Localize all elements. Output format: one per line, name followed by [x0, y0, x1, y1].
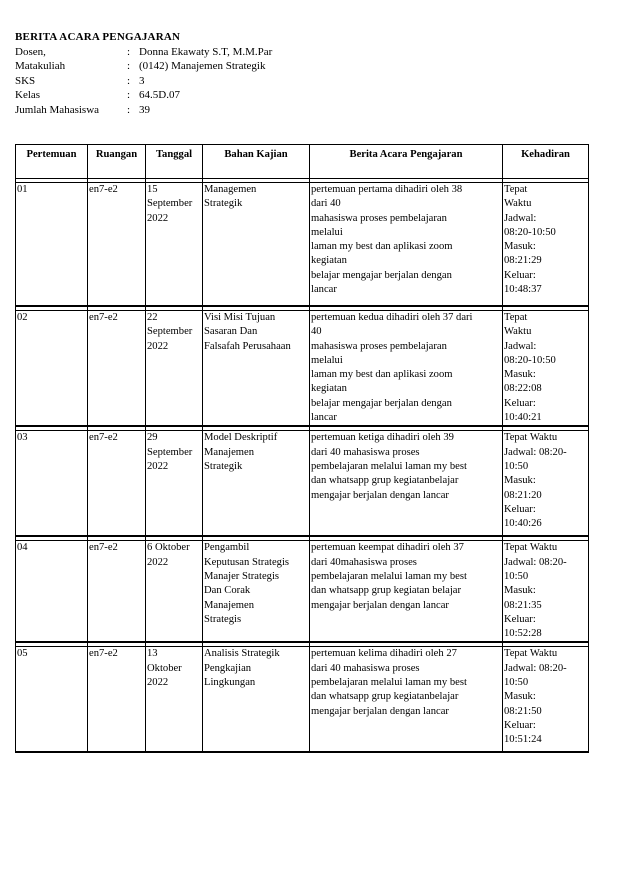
info-sep: : — [127, 89, 131, 101]
cell-berita-acara-line: mengajar berjalan dengan lancar — [311, 705, 449, 717]
info-label: Jumlah Mahasiswa — [15, 103, 100, 116]
cell-kehadiran-line: 10:50 — [504, 570, 529, 582]
table-row — [16, 183, 589, 307]
info-value: Donna Ekawaty S.T, M.M.Par — [139, 45, 273, 58]
table-row — [16, 311, 589, 427]
cell-berita-acara-line: mengajar berjalan dengan lancar — [311, 599, 449, 611]
info-row-matakuliah — [15, 59, 272, 74]
cell-bahan-kajian — [203, 311, 310, 427]
info-sep: : — [127, 74, 131, 87]
table-row — [16, 431, 589, 537]
cell-kehadiran-line: 10:48:37 — [504, 284, 542, 296]
cell-berita-acara-line: dan whatsapp grup kegiatanbelajar — [311, 475, 459, 487]
cell-pertemuan: 03 — [16, 431, 88, 537]
cell-pertemuan: 02 — [16, 311, 88, 427]
cell-berita-acara-line: mengajar berjalan dengan lancar — [311, 489, 449, 501]
info-label: Matakuliah — [15, 60, 66, 72]
cell-bahan-kajian-line: Visi Misi Tujuan — [204, 312, 276, 323]
cell-kehadiran-line: 08:20-10:50 — [504, 226, 556, 238]
info-row-kelas — [15, 88, 272, 103]
cell-tanggal-line: 15 — [147, 184, 158, 195]
cell-ruangan: en7-e2 — [88, 183, 146, 307]
info-block — [15, 45, 272, 118]
cell-tanggal — [146, 541, 203, 643]
cell-tanggal-line: September — [147, 326, 193, 338]
info-label: Dosen, — [15, 45, 46, 58]
cell-bahan-kajian-line: Keputusan Strategis — [204, 556, 290, 568]
cell-berita-acara-line: dan whatsapp grup kegiatan belajar — [311, 585, 462, 597]
cell-kehadiran — [503, 311, 589, 427]
cell-bahan-kajian — [203, 541, 310, 643]
info-label: SKS — [15, 74, 36, 87]
info-value: 3 — [139, 74, 145, 87]
cell-kehadiran-line: Keluar: — [504, 503, 536, 515]
cell-kehadiran-line: Tepat Waktu — [504, 648, 558, 660]
cell-tanggal-line: September — [147, 198, 193, 210]
cell-tanggal-line: 2022 — [147, 212, 169, 224]
cell-kehadiran-line: 10:52:28 — [504, 628, 542, 640]
cell-tanggal — [146, 431, 203, 537]
cell-bahan-kajian-line: Dan Corak — [204, 585, 251, 597]
header-pertemuan: Pertemuan — [16, 145, 88, 179]
cell-kehadiran-line: 10:50 — [504, 677, 529, 689]
info-sep: : — [127, 45, 131, 58]
header-tanggal: Tanggal — [146, 145, 203, 179]
cell-tanggal-line: 22 — [147, 312, 158, 323]
cell-berita-acara-line: dari 40 mahasiswa proses — [311, 662, 420, 674]
cell-berita-acara-line: belajar mengajar berjalan dengan — [311, 397, 452, 409]
cell-berita-acara-line: lancar — [311, 284, 337, 296]
cell-berita-acara-line: belajar mengajar berjalan dengan — [311, 269, 452, 281]
cell-tanggal — [146, 183, 203, 307]
cell-bahan-kajian-line: Falsafah Perusahaan — [204, 340, 291, 352]
cell-kehadiran-line: Jadwal: 08:20- — [504, 662, 567, 674]
cell-kehadiran-line: 10:50 — [504, 460, 529, 472]
info-row-jumlah-mahasiswa — [15, 103, 272, 118]
cell-berita-acara-line: pembelajaran melalui laman my best — [311, 460, 467, 472]
cell-berita-acara-line: dari 40 mahasiswa proses — [311, 446, 420, 458]
cell-berita-acara-line: mahasiswa proses pembelajaran — [311, 340, 447, 352]
cell-berita-acara-line: kegiatan — [311, 383, 347, 395]
info-label: Kelas — [15, 89, 41, 101]
cell-kehadiran-line: 08:21:29 — [504, 255, 542, 267]
cell-kehadiran-line: Jadwal: 08:20- — [504, 556, 567, 568]
cell-berita-acara-line: laman my best dan aplikasi zoom — [311, 241, 453, 253]
cell-kehadiran-line: 08:21:50 — [504, 705, 542, 717]
cell-kehadiran-line: Masuk: — [504, 691, 536, 703]
info-row-dosen — [15, 45, 272, 60]
cell-bahan-kajian-line: Manajemen — [204, 446, 255, 458]
cell-berita-acara-line: pembelajaran melalui laman my best — [311, 677, 467, 689]
cell-berita-acara-line: pertemuan kelima dihadiri oleh 27 — [311, 648, 457, 660]
header-bahan-kajian: Bahan Kajian — [203, 145, 310, 179]
cell-kehadiran-line: Keluar: — [504, 269, 536, 281]
info-sep: : — [127, 103, 131, 116]
table-body — [16, 179, 589, 753]
cell-kehadiran-line: Keluar: — [504, 613, 536, 625]
cell-kehadiran-line: 08:21:20 — [504, 489, 542, 501]
cell-pertemuan: 04 — [16, 541, 88, 643]
cell-bahan-kajian-line: Managemen — [204, 184, 257, 195]
cell-berita-acara-line: melalui — [311, 226, 343, 238]
cell-berita-acara-line: melalui — [311, 354, 343, 366]
cell-ruangan: en7-e2 — [88, 647, 146, 753]
cell-tanggal-line: 2022 — [147, 556, 169, 568]
info-value: (0142) Manajemen Strategik — [139, 60, 266, 72]
cell-kehadiran-line: 08:21:35 — [504, 599, 542, 611]
table-header-row — [16, 145, 589, 179]
cell-kehadiran-line: Masuk: — [504, 369, 536, 381]
cell-bahan-kajian-line: Analisis Strategik — [204, 648, 280, 660]
header-ruangan: Ruangan — [88, 145, 146, 179]
cell-pertemuan: 01 — [16, 183, 88, 307]
cell-kehadiran-line: Jadwal: 08:20- — [504, 446, 567, 458]
cell-kehadiran-line: 10:40:21 — [504, 412, 542, 424]
cell-berita-acara — [310, 647, 503, 753]
cell-bahan-kajian — [203, 647, 310, 753]
cell-kehadiran-line: Tepat — [504, 184, 528, 195]
cell-kehadiran-line: Masuk: — [504, 241, 536, 253]
cell-berita-acara — [310, 311, 503, 427]
cell-berita-acara-line: pertemuan keempat dihadiri oleh 37 — [311, 542, 464, 554]
cell-berita-acara-line: dan whatsapp grup kegiatanbelajar — [311, 691, 459, 703]
cell-kehadiran — [503, 183, 589, 307]
cell-berita-acara-line: 40 — [311, 326, 322, 338]
header-berita-acara: Berita Acara Pengajaran — [310, 145, 503, 179]
cell-ruangan: en7-e2 — [88, 431, 146, 537]
cell-tanggal-line: 2022 — [147, 677, 169, 689]
cell-berita-acara-line: pertemuan ketiga dihadiri oleh 39 — [311, 432, 454, 444]
cell-bahan-kajian-line: Strategik — [204, 198, 243, 210]
cell-kehadiran — [503, 431, 589, 537]
cell-bahan-kajian — [203, 183, 310, 307]
cell-kehadiran — [503, 647, 589, 753]
cell-tanggal-line: 13 — [147, 648, 158, 660]
cell-bahan-kajian-line: Pengambil — [204, 542, 250, 554]
cell-tanggal — [146, 311, 203, 427]
cell-bahan-kajian-line: Manajer Strategis — [204, 570, 280, 582]
cell-kehadiran-line: Tepat Waktu — [504, 542, 558, 554]
cell-bahan-kajian-line: Strategik — [204, 460, 243, 472]
cell-kehadiran-line: Keluar: — [504, 719, 536, 731]
cell-tanggal — [146, 647, 203, 753]
table-row — [16, 541, 589, 643]
cell-kehadiran-line: Jadwal: — [504, 340, 537, 352]
info-value: 39 — [139, 103, 150, 116]
cell-tanggal-line: Oktober — [147, 662, 182, 674]
cell-tanggal-line: 2022 — [147, 340, 169, 352]
cell-berita-acara-line: pembelajaran melalui laman my best — [311, 570, 467, 582]
cell-kehadiran-line: Waktu — [504, 326, 532, 338]
cell-tanggal-line: 6 Oktober — [147, 542, 190, 554]
cell-berita-acara-line: kegiatan — [311, 255, 347, 267]
cell-kehadiran-line: Jadwal: — [504, 212, 537, 224]
cell-berita-acara-line: pertemuan kedua dihadiri oleh 37 dari — [311, 312, 473, 323]
cell-kehadiran-line: 10:40:26 — [504, 518, 542, 530]
cell-berita-acara-line: dari 40mahasiswa proses — [311, 556, 417, 568]
document-title: BERITA ACARA PENGAJARAN — [15, 31, 181, 43]
attendance-table — [15, 144, 589, 753]
cell-tanggal-line: September — [147, 446, 193, 458]
cell-bahan-kajian — [203, 431, 310, 537]
cell-kehadiran-line: Masuk: — [504, 585, 536, 597]
cell-berita-acara-line: pertemuan pertama dihadiri oleh 38 — [311, 184, 463, 195]
cell-kehadiran-line: 08:22:08 — [504, 383, 542, 395]
cell-tanggal-line: 2022 — [147, 460, 169, 472]
cell-tanggal-line: 29 — [147, 432, 158, 444]
document-header — [15, 30, 272, 117]
cell-berita-acara — [310, 183, 503, 307]
cell-kehadiran-line: Tepat Waktu — [504, 432, 558, 444]
info-value: 64.5D.07 — [139, 89, 180, 101]
info-sep: : — [127, 60, 131, 72]
cell-bahan-kajian-line: Pengkajian — [204, 662, 252, 674]
cell-kehadiran-line: 10:51:24 — [504, 734, 542, 746]
cell-berita-acara-line: dari 40 — [311, 198, 341, 210]
cell-kehadiran-line: 08:20-10:50 — [504, 354, 556, 366]
table-row — [16, 647, 589, 753]
cell-berita-acara-line: lancar — [311, 412, 337, 424]
header-kehadiran: Kehadiran — [503, 145, 589, 179]
cell-kehadiran-line: Masuk: — [504, 475, 536, 487]
cell-bahan-kajian-line: Lingkungan — [204, 677, 256, 689]
cell-bahan-kajian-line: Sasaran Dan — [204, 326, 258, 338]
cell-kehadiran-line: Keluar: — [504, 397, 536, 409]
cell-pertemuan: 05 — [16, 647, 88, 753]
cell-bahan-kajian-line: Model Deskriptif — [204, 432, 278, 444]
info-row-sks — [15, 74, 272, 89]
cell-bahan-kajian-line: Manajemen — [204, 599, 255, 611]
cell-bahan-kajian-line: Strategis — [204, 613, 242, 625]
cell-kehadiran-line: Tepat — [504, 312, 528, 323]
cell-ruangan: en7-e2 — [88, 541, 146, 643]
cell-berita-acara — [310, 541, 503, 643]
cell-ruangan: en7-e2 — [88, 311, 146, 427]
cell-berita-acara-line: laman my best dan aplikasi zoom — [311, 369, 453, 381]
cell-berita-acara — [310, 431, 503, 537]
cell-berita-acara-line: mahasiswa proses pembelajaran — [311, 212, 447, 224]
cell-kehadiran-line: Waktu — [504, 198, 532, 210]
cell-kehadiran — [503, 541, 589, 643]
